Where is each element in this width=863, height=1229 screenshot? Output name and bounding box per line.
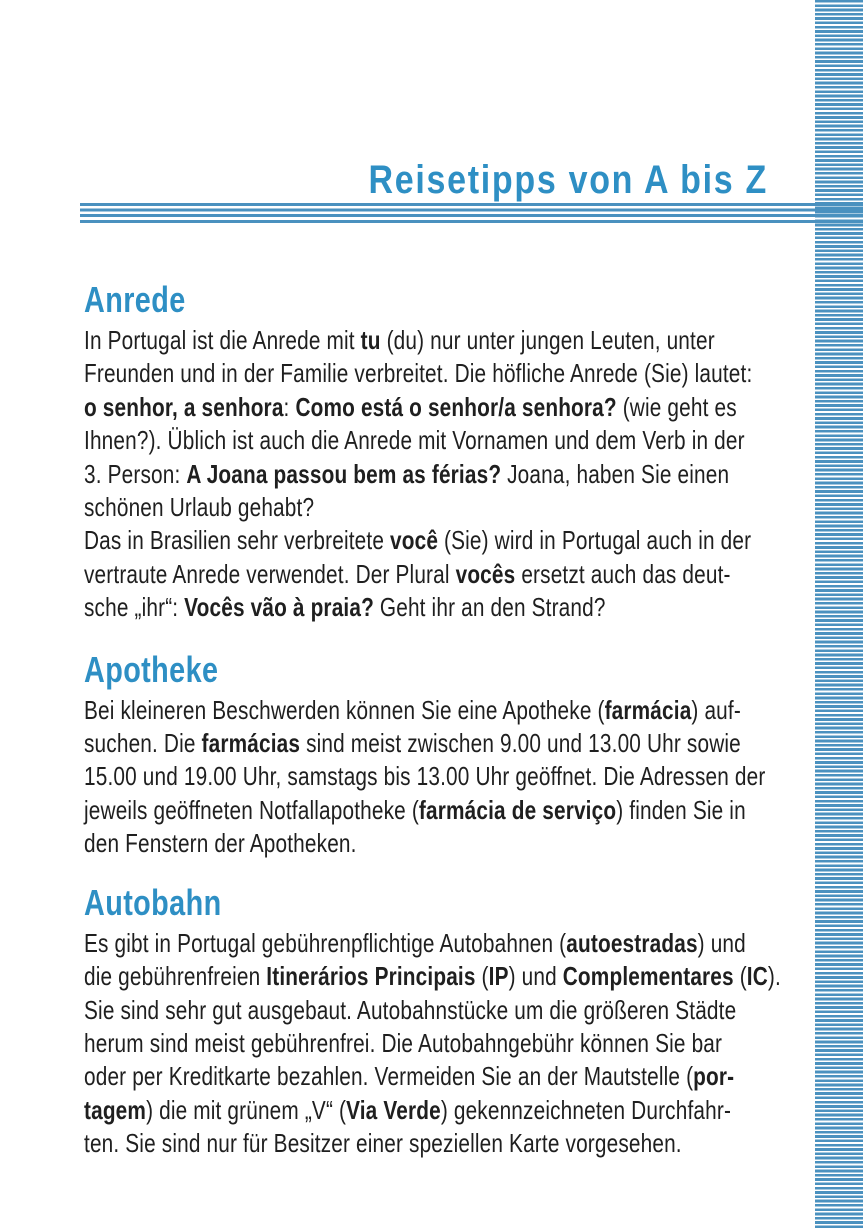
section-autobahn [84,883,788,1161]
text-line: 3. Person: A Joana passou bem as férias? Joana, haben Sie einen [84,458,730,489]
text-line: herum sind meist gebührenfrei. Die Autobahngebühr können Sie bar [84,1027,723,1058]
section-apotheke [84,650,788,861]
section-anrede [84,280,788,625]
text-line: oder per Kreditkarte bezahlen. Vermeiden Sie an der Mautstelle (por- [84,1061,735,1092]
section-heading-autobahn: Autobahn [84,881,222,923]
text-line: schönen Urlaub gehabt? [84,492,315,523]
text-line: sche „ihr“: Vocês vão à praia? Geht ihr an den Strand? [84,592,606,623]
text-line: o senhor, a senhora: Como está o senhor/a senhora? (wie geht es [84,391,737,422]
text-line: Bei kleineren Beschwerden können Sie eine Apotheke (farmácia) auf- [84,694,741,725]
text-line: den Fenstern der Apotheken. [84,828,357,859]
text-line: jeweils geöffneten Notfallapotheke (farmácia de serviço) finden Sie in [84,794,746,825]
text-line: 15.00 und 19.00 Uhr, samstags bis 13.00 Uhr geöffnet. Die Adressen der [84,761,766,792]
text-line: die gebührenfreien Itinerários Principais (IP) und Complementares (IC). [84,961,781,992]
text-line: ten. Sie sind nur für Besitzer einer speziellen Karte vorgesehen. [84,1128,682,1159]
text-line: vertraute Anrede verwendet. Der Plural vocês ersetzt auch das deut- [84,558,731,589]
text-line: Sie sind sehr gut ausgebaut. Autobahnstücke um die größeren Städte [84,994,737,1025]
text-line: Das in Brasilien sehr verbreitete você (Sie) wird in Portugal auch in der [84,525,752,556]
section-heading-apotheke: Apotheke [84,648,219,690]
text-line: suchen. Die farmácias sind meist zwischen 9.00 und 13.00 Uhr sowie [84,728,741,759]
side-stripe-band [815,0,863,1229]
text-line: Freunden und in der Familie verbreitet. Die höfliche Anrede (Sie) lautet: [84,358,753,389]
text-line: Es gibt in Portugal gebührenpflichtige Autobahnen (autoestradas) und [84,927,746,958]
content [84,280,788,1161]
page-title: Reisetipps von A bis Z [368,158,768,202]
text-line: Ihnen?). Üblich ist auch die Anrede mit Vornamen und dem Verb in der [84,425,745,456]
section-heading-anrede: Anrede [84,279,186,320]
text-line: tagem) die mit grünem „V“ (Via Verde) gekennzeichneten Durchfahr- [84,1094,732,1125]
title-rule-band [80,203,863,223]
text-line: In Portugal ist die Anrede mit tu (du) nur unter jungen Leuten, unter [84,325,715,355]
